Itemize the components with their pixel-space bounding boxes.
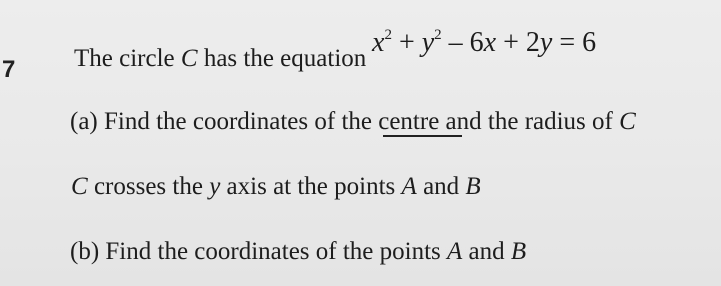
eq-x-linear: x bbox=[483, 27, 497, 58]
part-b bbox=[70, 237, 526, 267]
statement-and: and bbox=[416, 173, 466, 200]
eq-minus: – 6 bbox=[441, 27, 484, 58]
statement-text-mid: crosses the bbox=[87, 173, 210, 200]
eq-y-linear: y bbox=[539, 27, 553, 58]
part-b-var-b: B bbox=[510, 238, 527, 265]
part-b-var-a: A bbox=[447, 238, 463, 265]
eq-x-exponent: 2 bbox=[384, 27, 392, 43]
part-a-text: (a) Find the coordinates of the centre and the radius of bbox=[70, 108, 620, 135]
intro-var-c: C bbox=[180, 45, 198, 72]
intro-text-after: has the equation bbox=[197, 45, 367, 72]
eq-plus-1: + bbox=[391, 27, 422, 58]
part-b-text: (b) Find the coordinates of the points bbox=[70, 238, 448, 265]
statement-line bbox=[71, 172, 481, 202]
statement-var-c: C bbox=[71, 173, 88, 200]
eq-plus-2: + 2 bbox=[496, 27, 540, 58]
eq-x: x bbox=[372, 27, 385, 58]
part-a-var-c: C bbox=[619, 108, 636, 135]
part-b-and: and bbox=[462, 238, 511, 265]
question-number: 7 bbox=[2, 56, 16, 83]
statement-var-b: B bbox=[465, 173, 481, 200]
eq-y-exponent: 2 bbox=[434, 27, 442, 43]
part-a bbox=[70, 107, 636, 137]
centre-underline bbox=[383, 135, 462, 137]
statement-text-after-y: axis at the points bbox=[220, 173, 402, 200]
eq-equals: = 6 bbox=[552, 27, 597, 58]
question-intro bbox=[74, 44, 366, 74]
circle-equation bbox=[372, 26, 596, 64]
eq-y: y bbox=[421, 27, 435, 58]
statement-var-y: y bbox=[209, 173, 221, 200]
statement-var-a: A bbox=[401, 173, 417, 200]
intro-text-before: The circle bbox=[74, 45, 181, 72]
